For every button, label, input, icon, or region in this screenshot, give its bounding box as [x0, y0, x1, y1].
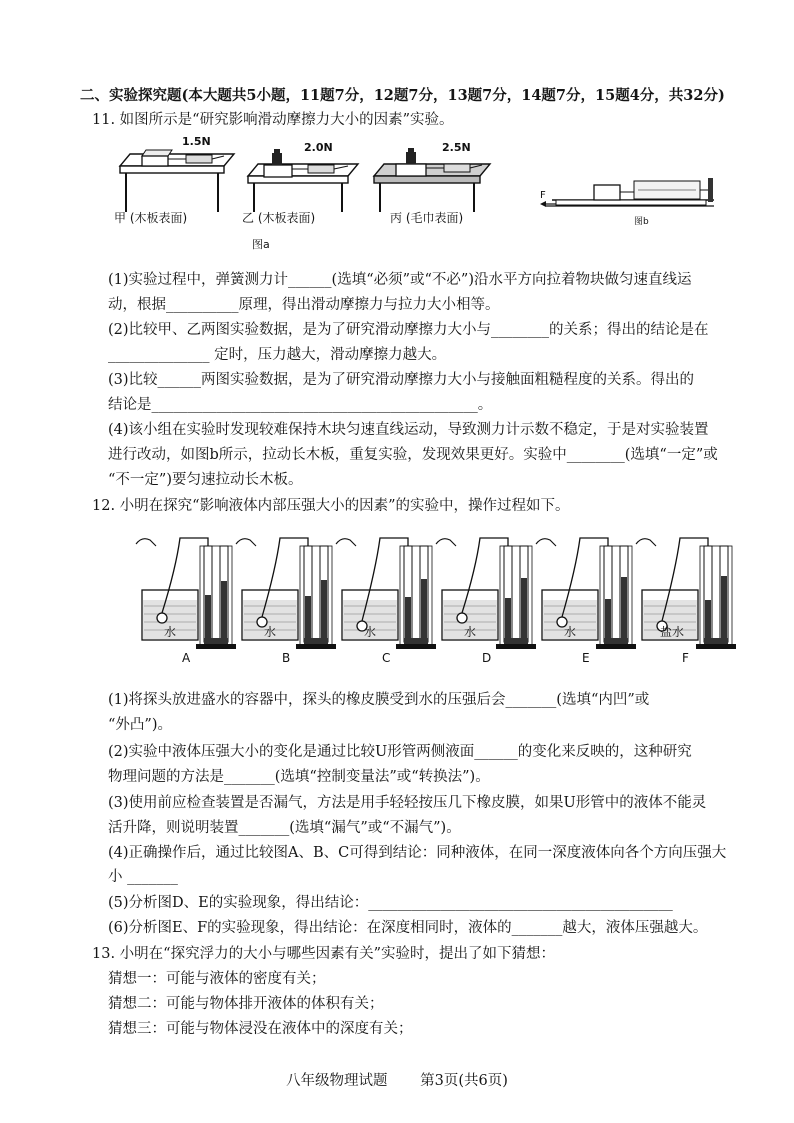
q12-stem: 12. 小明在探究“影响液体内部压强大小的因素”的实验中，操作过程如下。	[92, 498, 570, 514]
q11-line-2: 动，根据__________原理，得出滑动摩擦力与拉力大小相等。	[108, 297, 500, 313]
q12-line-9: (5)分析图D、E的实验现象，得出结论：__________________________________________	[108, 895, 673, 911]
q11-line-8: 进行改动，如图b所示，拉动长木板，重复实验，发现效果更好。实验中________(选填“一定”或	[108, 447, 718, 463]
setup-bing	[374, 141, 490, 225]
q11-figure-b	[538, 168, 718, 230]
liquid-label-c: 水	[364, 625, 377, 639]
q13-guess-3: 猜想三：可能与物体浸没在液体中的深度有关；	[108, 1021, 413, 1037]
caption-bing: 丙 (毛巾表面)	[390, 211, 464, 225]
q13-guess-1: 猜想一：可能与液体的密度有关；	[108, 971, 326, 987]
q11-line-7: (4)该小组在实验时发现较难保持木块匀速直线运动，导致测力计示数不稳定，于是对实验装置	[108, 422, 709, 438]
figure-b-label: 图b	[634, 217, 649, 227]
q12-line-4: 物理问题的方法是_______(选填“控制变量法”或“转换法”)。	[108, 769, 490, 785]
q11-stem: 11. 如图所示是“研究影响滑动摩擦力大小的因素”实验。	[92, 112, 454, 128]
apparatus-label-a: A	[182, 651, 191, 665]
force-label-bing: 2.5N	[442, 141, 471, 154]
q11-line-4: ______________ 定时，压力越大，滑动摩擦力越大。	[108, 347, 447, 363]
figure-a-label: 图a	[252, 238, 270, 251]
q11-line-9: “不一定”)要匀速拉动长木板。	[108, 472, 303, 488]
q12-line-1: (1)将探头放进盛水的容器中，探头的橡皮膜受到水的压强后会_______(选填“内凹”或	[108, 692, 650, 708]
q13-stem: 13. 小明在“探究浮力的大小与哪些因素有关”实验时，提出了如下猜想：	[92, 946, 555, 962]
page-footer	[0, 1069, 794, 1090]
apparatus-label-d: D	[482, 651, 492, 665]
force-label-jia: 1.5N	[182, 135, 211, 148]
liquid-label-e: 水	[564, 625, 577, 639]
setup-yi	[242, 141, 358, 225]
q11-line-3: (2)比较甲、乙两图实验数据，是为了研究滑动摩擦力大小与________的关系；得出的结论是在	[108, 322, 709, 338]
liquid-label-a: 水	[164, 625, 177, 639]
setup-jia	[114, 135, 234, 225]
q12-line-3: (2)实验中液体压强大小的变化是通过比较U形管两侧液面______的变化来反映的，这种研究	[108, 744, 692, 760]
apparatus-b	[236, 538, 336, 665]
apparatus-c	[336, 538, 436, 665]
q11-line-1: (1)实验过程中，弹簧测力计______(选填“必须”或“不必”)沿水平方向拉着物块做匀速直线运	[108, 272, 692, 288]
q12-apparatus-figure	[130, 528, 740, 668]
apparatus-label-e: E	[582, 651, 590, 665]
apparatus-d	[436, 538, 536, 665]
liquid-label-b: 水	[264, 625, 277, 639]
liquid-label-f: 盐水	[660, 625, 685, 639]
force-label-yi: 2.0N	[304, 141, 333, 154]
footer-page: 第3页(共6页)	[420, 1073, 508, 1089]
footer-title: 八年级物理试题	[286, 1073, 388, 1089]
q11-line-5: (3)比较______两图实验数据，是为了研究滑动摩擦力大小与接触面粗糙程度的关系。得出的	[108, 372, 695, 388]
q11-line-6: 结论是_____________________________________________。	[108, 397, 493, 413]
apparatus-label-b: B	[282, 651, 291, 665]
q12-line-2: “外凸”)。	[108, 717, 172, 733]
caption-jia: 甲 (木板表面)	[114, 211, 188, 225]
q13-guess-2: 猜想二：可能与物体排开液体的体积有关；	[108, 996, 384, 1012]
apparatus-e	[536, 538, 636, 665]
q12-line-6: 活升降，则说明装置_______(选填“漏气”或“不漏气”)。	[108, 820, 461, 836]
apparatus-f	[636, 538, 736, 665]
section-title: 二、实验探究题(本大题共5小题，11题7分，12题7分，13题7分，14题7分，15题4分，共32分)	[80, 87, 725, 104]
q12-line-10: (6)分析图E、F的实验现象，得出结论：在深度相同时，液体的_______越大，液体压强越大。	[108, 920, 708, 936]
apparatus-label-f: F	[682, 651, 689, 665]
pull-force-label: F	[540, 190, 546, 201]
apparatus-label-c: C	[382, 651, 391, 665]
apparatus-a	[136, 538, 236, 665]
caption-yi: 乙 (木板表面)	[242, 211, 316, 225]
q12-line-5: (3)使用前应检查装置是否漏气，方法是用手轻轻按压几下橡皮膜，如果U形管中的液体不能灵	[108, 795, 707, 811]
q11-figure-a	[112, 134, 512, 258]
q12-line-7: (4)正确操作后，通过比较图A、B、C可得到结论：同种液体，在同一深度液体向各个方向压强大	[108, 845, 727, 861]
q12-line-8: 小 _______	[108, 869, 178, 885]
liquid-label-d: 水	[464, 625, 477, 639]
